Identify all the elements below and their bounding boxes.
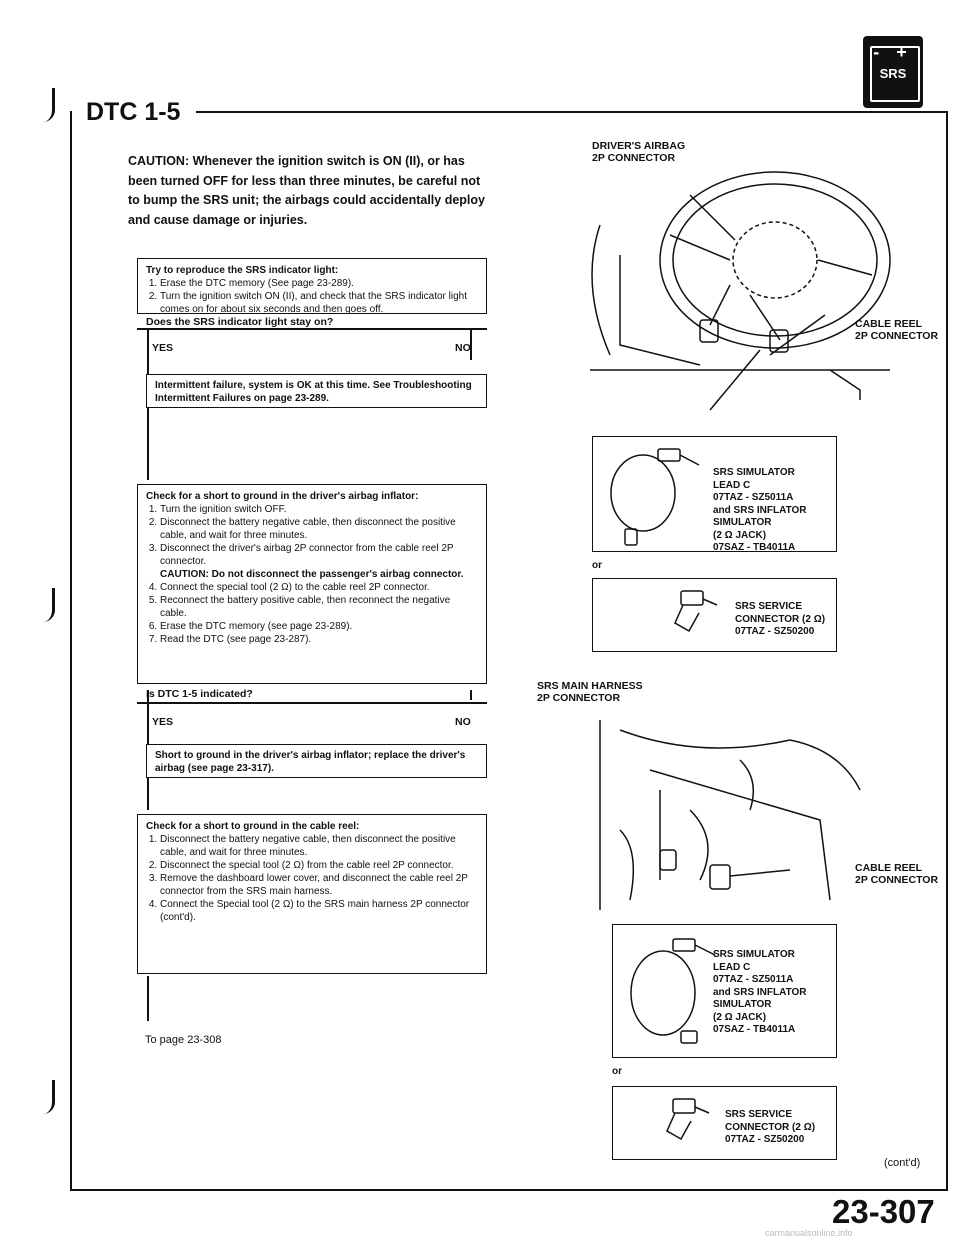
step2-item: 6. Erase the DTC memory (see page 23-289). xyxy=(160,620,478,633)
srs-icon-symbols: - + xyxy=(873,42,913,62)
step1-item: 1. Erase the DTC memory (See page 23-289). xyxy=(160,277,478,290)
driver-airbag-label xyxy=(592,140,685,164)
text-line: and SRS INFLATOR xyxy=(713,986,807,998)
step1-no: NO xyxy=(455,342,471,354)
question-rule xyxy=(137,328,487,330)
step2-item: 5. Reconnect the battery positive cable, then reconnect the negative cable. xyxy=(160,594,478,620)
or-label: or xyxy=(612,1066,622,1077)
step2-caution: CAUTION: Do not disconnect the passenger's airbag connector. xyxy=(160,569,464,580)
text-line: SRS SIMULATOR xyxy=(713,949,795,960)
step3-item: 1. Disconnect the battery negative cable, then disconnect the positive cable, and wait for three minutes. xyxy=(160,833,478,859)
text-line: LEAD C xyxy=(713,479,751,491)
binding-hook-icon xyxy=(40,88,55,122)
text-line: CONNECTOR (2 Ω) xyxy=(725,1121,816,1133)
simulator-tool-box-2 xyxy=(612,924,837,1058)
text-line: 07SAZ - TB4011A xyxy=(713,1024,796,1035)
text-line: 07TAZ - SZ5011A xyxy=(713,974,794,985)
step2-question: Is DTC 1-5 indicated? xyxy=(146,688,253,700)
step2-item-text: Disconnect the driver's airbag 2P connector from the cable reel 2P connector. xyxy=(160,543,454,567)
title-rule xyxy=(196,111,948,113)
dashboard-harness-illustration xyxy=(560,700,870,915)
text-line: SRS SERVICE xyxy=(725,1109,793,1120)
text-line: SRS SERVICE xyxy=(735,601,803,612)
label-line: SRS MAIN HARNESS xyxy=(537,680,643,692)
page-title: DTC 1-5 xyxy=(86,98,181,126)
cable-reel-label-2 xyxy=(855,862,938,886)
text-line: 07TAZ - SZ5011A xyxy=(713,492,794,503)
step2-no: NO xyxy=(455,716,471,728)
footer-watermark: carmanualsonline.info xyxy=(765,1228,853,1238)
continued-label: (cont'd) xyxy=(884,1157,921,1169)
text-line: SIMULATOR xyxy=(713,517,772,528)
service-connector-text xyxy=(735,601,825,639)
simulator-text xyxy=(713,467,807,555)
frame-border xyxy=(946,111,948,1191)
text-line: (2 Ω JACK) xyxy=(713,529,767,541)
binding-hook-icon xyxy=(40,588,55,622)
label-line: 2P CONNECTOR xyxy=(855,330,939,342)
step3-item: 3. Remove the dashboard lower cover, and disconnect the cable reel 2P connector from the SRS main harness. xyxy=(160,872,478,898)
caution-text: CAUTION: Whenever the ignition switch is ON (II), or has been turned OFF for less than three minutes, be careful not to bump the SRS unit; the airbags could accidentally deploy and cause damage or injuries. xyxy=(128,154,485,227)
step3-item: 2. Disconnect the special tool (2 Ω) from the cable reel 2P connector. xyxy=(160,859,478,872)
step2-item: 1. Turn the ignition switch OFF. xyxy=(160,503,478,516)
step2-heading: Check for a short to ground in the driver's airbag inflator: xyxy=(146,491,419,502)
step3-item: 4. Connect the Special tool (2 Ω) to the SRS main harness 2P connector (cont'd). xyxy=(160,898,478,924)
text-line: 07SAZ - TB4011A xyxy=(713,542,796,553)
step2-yes: YES xyxy=(152,716,174,728)
simulator-lead-icon xyxy=(603,443,703,547)
text-line: CONNECTOR (2 Ω) xyxy=(735,613,826,625)
text-line: 07TAZ - SZ50200 xyxy=(735,626,815,637)
srs-indicator-icon xyxy=(863,36,923,108)
text-line: (2 Ω JACK) xyxy=(713,1011,767,1023)
cable-reel-label xyxy=(855,318,938,342)
service-connector-icon xyxy=(663,1095,713,1145)
text-line: 07TAZ - SZ50200 xyxy=(725,1134,805,1145)
text-line: LEAD C xyxy=(713,961,751,973)
label-line: 2P CONNECTOR xyxy=(537,692,621,704)
frame-border xyxy=(70,111,72,1191)
label-line: CABLE REEL xyxy=(855,318,923,330)
page-number: 23-307 xyxy=(832,1193,935,1230)
step2-item: 4. Connect the special tool (2 Ω) to the cable reel 2P connector. xyxy=(160,581,478,594)
step3-heading: Check for a short to ground in the cable reel: xyxy=(146,821,360,832)
service-connector-box-2 xyxy=(612,1086,837,1160)
step2-item xyxy=(160,542,478,581)
service-connector-box-1 xyxy=(592,578,837,652)
service-connector-text xyxy=(725,1109,815,1147)
text-line: SIMULATOR xyxy=(713,999,772,1010)
service-connector-icon xyxy=(671,587,721,637)
step1-question: Does the SRS indicator light stay on? xyxy=(146,316,334,328)
binding-hook-icon xyxy=(40,1080,55,1114)
step2-item: 2. Disconnect the battery negative cable, then disconnect the positive cable, and wait for three minutes. xyxy=(160,516,478,542)
or-label: or xyxy=(592,560,602,571)
frame-border xyxy=(70,1189,948,1191)
flow-line xyxy=(470,690,472,700)
label-line: CABLE REEL xyxy=(855,862,923,874)
step1-item: 2. Turn the ignition switch ON (II), and check that the SRS indicator light comes on for about six seconds and then goes off. xyxy=(160,290,478,316)
steering-wheel-illustration xyxy=(560,165,910,415)
text-line: SRS SIMULATOR xyxy=(713,467,795,478)
simulator-lead-icon xyxy=(623,935,718,1051)
to-page-reference: To page 23-308 xyxy=(145,1034,222,1046)
step1-yes: YES xyxy=(152,342,174,354)
label-line: 2P CONNECTOR xyxy=(855,874,939,886)
step3-box xyxy=(137,814,487,974)
step1-heading: Try to reproduce the SRS indicator light: xyxy=(146,265,339,276)
step2-yes-result: Short to ground in the driver's airbag inflator; replace the driver's airbag (see page 23-317). xyxy=(146,744,487,778)
step1-no-result: Intermittent failure, system is OK at this time. See Troubleshooting Intermittent Failures on page 23-289. xyxy=(146,374,487,408)
step2-box xyxy=(137,484,487,684)
simulator-text xyxy=(713,949,807,1037)
step2-item: 7. Read the DTC (see page 23-287). xyxy=(160,633,478,646)
srs-icon-label: SRS xyxy=(879,66,907,81)
text-line: and SRS INFLATOR xyxy=(713,504,807,516)
simulator-tool-box-1 xyxy=(592,436,837,552)
step1-box xyxy=(137,258,487,314)
label-line: 2P CONNECTOR xyxy=(592,152,676,164)
flow-line xyxy=(147,976,149,1021)
question-rule xyxy=(137,702,487,704)
label-line: DRIVER'S AIRBAG xyxy=(592,140,686,152)
flow-line xyxy=(147,780,149,810)
